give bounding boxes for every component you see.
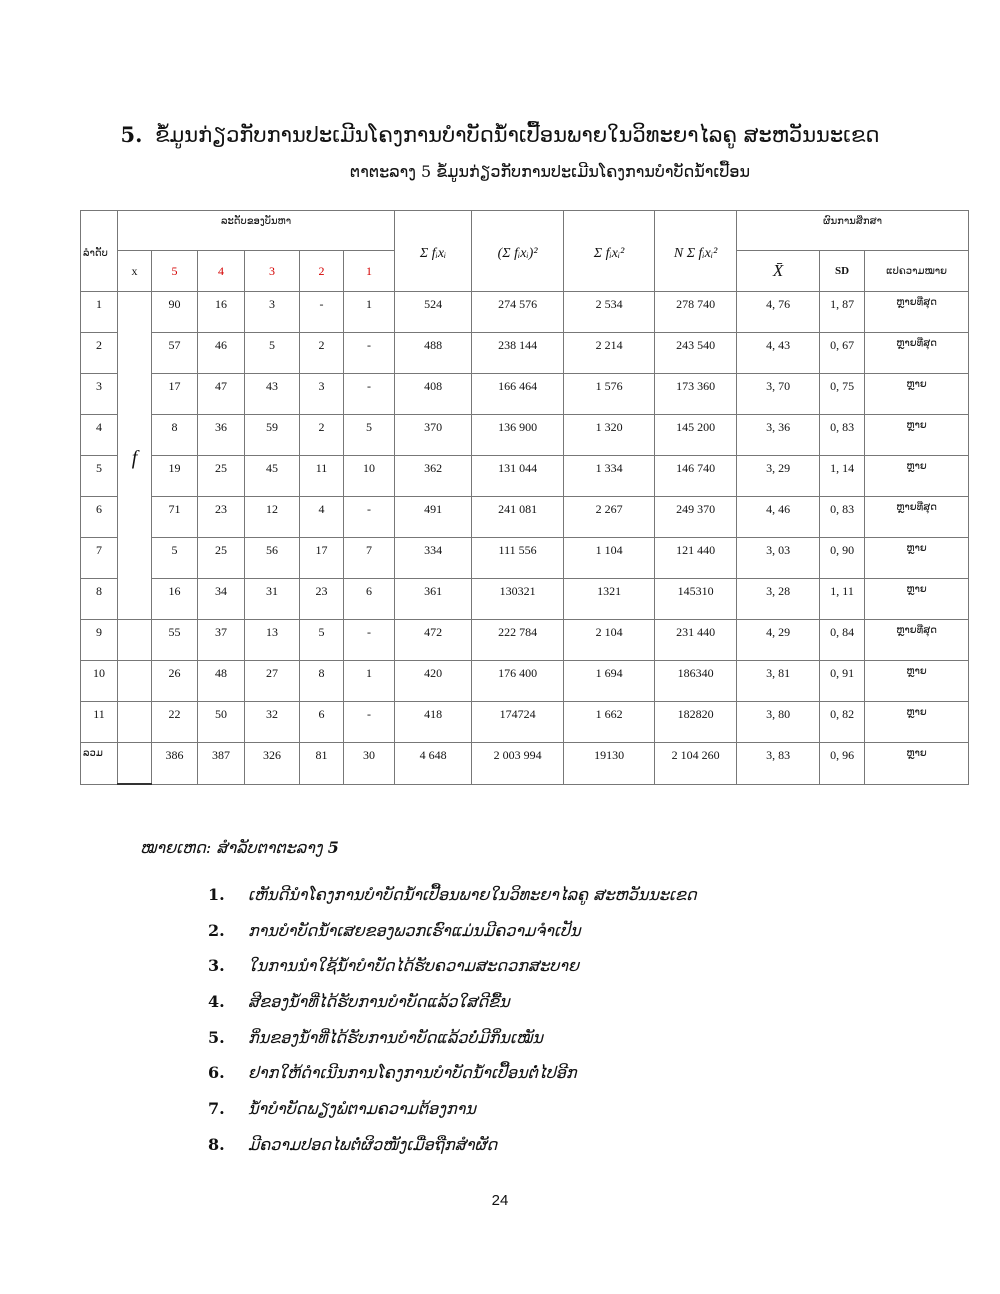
cell-level-5: 16 [152, 579, 198, 620]
cell-sum-fx-squared: 174724 [472, 702, 564, 743]
list-item-text: ນ້ຳບຳບັດພຽງພໍຕາມຄວາມຕ້ອງການ [248, 1099, 476, 1119]
cell-sum-fx: 361 [395, 579, 472, 620]
cell-order: 1 [81, 292, 118, 333]
header-level-3: 3 [245, 251, 300, 292]
cell-level-2: 2 [300, 415, 344, 456]
cell-level-2: 81 [300, 743, 344, 785]
cell-order: 10 [81, 661, 118, 702]
table-row [81, 292, 969, 333]
table-row [81, 374, 969, 415]
list-item-text: ມີຄວາມປອດໄພຕໍ່ຜິວໜັງເມື່ອຖືກສຳຜັດ [248, 1134, 498, 1154]
cell-mean: 3, 03 [737, 538, 820, 579]
header-level-5: 5 [152, 251, 198, 292]
cell-sum-fx2: 1 334 [564, 456, 655, 497]
cell-meaning: ຫຼາຍ [865, 743, 969, 785]
cell-level-3: 27 [245, 661, 300, 702]
cell-sum-fx-squared: 2 003 994 [472, 743, 564, 785]
cell-level-1: 6 [344, 579, 395, 620]
cell-level-3: 56 [245, 538, 300, 579]
notes-list [208, 880, 697, 1166]
cell-level-1: - [344, 620, 395, 661]
cell-level-3: 45 [245, 456, 300, 497]
cell-level-1: - [344, 702, 395, 743]
cell-level-3: 3 [245, 292, 300, 333]
cell-level-4: 47 [198, 374, 245, 415]
cell-x [118, 702, 152, 743]
cell-n-sum-fx2: 249 370 [655, 497, 737, 538]
cell-meaning: ຫຼາຍ [865, 579, 969, 620]
cell-level-2: 2 [300, 333, 344, 374]
cell-sum-fx-squared: 241 081 [472, 497, 564, 538]
cell-level-1: 1 [344, 661, 395, 702]
cell-level-5: 5 [152, 538, 198, 579]
cell-mean: 4, 76 [737, 292, 820, 333]
cell-mean: 4, 46 [737, 497, 820, 538]
cell-meaning: ຫຼາຍ [865, 456, 969, 497]
list-item [208, 1130, 697, 1166]
cell-level-4: 37 [198, 620, 245, 661]
cell-mean: 3, 28 [737, 579, 820, 620]
cell-level-3: 32 [245, 702, 300, 743]
cell-level-5: 57 [152, 333, 198, 374]
cell-sd: 0, 83 [820, 497, 865, 538]
cell-order: 7 [81, 538, 118, 579]
cell-mean: 3, 36 [737, 415, 820, 456]
list-item-number: 6. [208, 1063, 225, 1083]
cell-level-2: 17 [300, 538, 344, 579]
cell-level-2: 4 [300, 497, 344, 538]
cell-level-1: - [344, 333, 395, 374]
cell-level-2: 8 [300, 661, 344, 702]
cell-level-5: 8 [152, 415, 198, 456]
cell-sd: 0, 83 [820, 415, 865, 456]
cell-meaning: ຫຼາຍ [865, 374, 969, 415]
notes-title-number: 5 [327, 838, 339, 857]
list-item [208, 880, 697, 916]
cell-n-sum-fx2: 186340 [655, 661, 737, 702]
notes-title-text: ໝາຍເຫດ: ສຳລັບຕາຕະລາງ [140, 838, 323, 857]
cell-mean: 3, 83 [737, 743, 820, 785]
header-mean: X̄ [737, 251, 820, 292]
cell-level-2: 5 [300, 620, 344, 661]
cell-sum-fx-squared: 131 044 [472, 456, 564, 497]
cell-sum-fx: 472 [395, 620, 472, 661]
cell-order: 11 [81, 702, 118, 743]
cell-sum-fx: 420 [395, 661, 472, 702]
list-item [208, 916, 697, 952]
cell-level-4: 46 [198, 333, 245, 374]
cell-level-4: 25 [198, 456, 245, 497]
cell-level-2: - [300, 292, 344, 333]
cell-sum-fx2: 1 576 [564, 374, 655, 415]
cell-order: ລວມ [81, 743, 118, 785]
cell-sd: 0, 84 [820, 620, 865, 661]
list-item-text: ສີຂອງນ້ຳທີ່ໄດ້ຮັບການບຳບັດແລ້ວໃສດີຂື້ນ [248, 992, 510, 1012]
cell-sd: 0, 91 [820, 661, 865, 702]
cell-level-5: 19 [152, 456, 198, 497]
cell-sum-fx-squared: 166 464 [472, 374, 564, 415]
cell-level-4: 34 [198, 579, 245, 620]
cell-mean: 3, 81 [737, 661, 820, 702]
section-title: ຂໍ້ມູນກ່ຽວກັບການປະເມີນໂຄງການບຳບັດນ້ຳເປື້ອນພາຍໃນວິທະຍາໄລຄູ ສະຫວັນນະເຂດ [155, 123, 880, 147]
cell-n-sum-fx2: 121 440 [655, 538, 737, 579]
cell-meaning: ຫຼາຍ [865, 702, 969, 743]
table-row [81, 702, 969, 743]
notes-title [140, 838, 339, 857]
cell-level-2: 23 [300, 579, 344, 620]
cell-sum-fx2: 2 104 [564, 620, 655, 661]
list-item-number: 3. [208, 956, 225, 976]
list-item-text: ກິ່ນຂອງນ້ຳທີ່ໄດ້ຮັບການບຳບັດແລ້ວບໍ່ມີກິ່ນເໝັນ [248, 1027, 543, 1047]
cell-level-5: 386 [152, 743, 198, 785]
cell-x [118, 620, 152, 661]
table-row [81, 579, 969, 620]
header-sum-fx-squared: (Σ fᵢxᵢ)² [472, 211, 564, 292]
page-number: 24 [491, 1192, 509, 1209]
cell-sd: 1, 87 [820, 292, 865, 333]
cell-sum-fx-squared: 136 900 [472, 415, 564, 456]
cell-order: 9 [81, 620, 118, 661]
cell-sd: 0, 67 [820, 333, 865, 374]
cell-sum-fx: 4 648 [395, 743, 472, 785]
cell-level-4: 48 [198, 661, 245, 702]
table-row [81, 415, 969, 456]
cell-sum-fx2: 1 662 [564, 702, 655, 743]
cell-level-4: 23 [198, 497, 245, 538]
cell-level-1: 30 [344, 743, 395, 785]
cell-level-2: 11 [300, 456, 344, 497]
cell-level-4: 50 [198, 702, 245, 743]
cell-level-4: 36 [198, 415, 245, 456]
header-meaning: ແປຄວາມໝາຍ [865, 251, 969, 292]
cell-sum-fx: 488 [395, 333, 472, 374]
header-levels: ລະດັບຂອງບັນຫາ [118, 211, 395, 251]
table-caption: ຕາຕະລາງ 5 ຂໍ້ມູນກ່ຽວກັບການປະເມີນໂຄງການບຳບັດນ້ຳເປື້ອນ [349, 162, 751, 181]
f-symbol: f [118, 292, 152, 620]
cell-meaning: ຫຼາຍທີ່ສຸດ [865, 620, 969, 661]
cell-meaning: ຫຼາຍທີ່ສຸດ [865, 292, 969, 333]
list-item [208, 1023, 697, 1059]
evaluation-table [80, 210, 969, 785]
cell-level-3: 31 [245, 579, 300, 620]
cell-order: 4 [81, 415, 118, 456]
cell-level-3: 43 [245, 374, 300, 415]
cell-sum-fx2: 19130 [564, 743, 655, 785]
cell-meaning: ຫຼາຍທີ່ສຸດ [865, 497, 969, 538]
cell-level-3: 13 [245, 620, 300, 661]
cell-level-3: 59 [245, 415, 300, 456]
header-level-1: 1 [344, 251, 395, 292]
header-results: ຜົນການສຶກສາ [737, 211, 969, 251]
cell-order: 2 [81, 333, 118, 374]
list-item [208, 1058, 697, 1094]
section-number: 5. [120, 122, 143, 147]
header-sd: SD [820, 251, 865, 292]
cell-meaning: ຫຼາຍ [865, 538, 969, 579]
cell-level-1: 5 [344, 415, 395, 456]
section-heading [0, 120, 1000, 150]
cell-sum-fx-squared: 222 784 [472, 620, 564, 661]
cell-n-sum-fx2: 243 540 [655, 333, 737, 374]
cell-level-1: 1 [344, 292, 395, 333]
table-row [81, 333, 969, 374]
cell-sum-fx-squared: 238 144 [472, 333, 564, 374]
cell-sum-fx2: 1 104 [564, 538, 655, 579]
cell-mean: 4, 43 [737, 333, 820, 374]
list-item [208, 987, 697, 1023]
cell-level-4: 16 [198, 292, 245, 333]
cell-sum-fx: 334 [395, 538, 472, 579]
cell-sum-fx-squared: 176 400 [472, 661, 564, 702]
cell-n-sum-fx2: 145310 [655, 579, 737, 620]
cell-sum-fx2: 2 534 [564, 292, 655, 333]
header-x: x [118, 251, 152, 292]
cell-level-5: 17 [152, 374, 198, 415]
header-n-sum-fx2: N Σ fᵢxᵢ² [655, 211, 737, 292]
cell-level-5: 26 [152, 661, 198, 702]
cell-meaning: ຫຼາຍທີ່ສຸດ [865, 333, 969, 374]
cell-level-1: 7 [344, 538, 395, 579]
cell-mean: 4, 29 [737, 620, 820, 661]
cell-level-1: - [344, 497, 395, 538]
cell-sum-fx: 362 [395, 456, 472, 497]
table-row [81, 456, 969, 497]
cell-n-sum-fx2: 182820 [655, 702, 737, 743]
cell-sum-fx: 370 [395, 415, 472, 456]
header-order: ລຳດັບ [81, 211, 118, 292]
cell-sum-fx: 524 [395, 292, 472, 333]
header-level-4: 4 [198, 251, 245, 292]
list-item-number: 8. [208, 1134, 225, 1154]
cell-level-5: 71 [152, 497, 198, 538]
cell-sum-fx: 408 [395, 374, 472, 415]
cell-sum-fx-squared: 130321 [472, 579, 564, 620]
cell-x [118, 661, 152, 702]
cell-mean: 3, 29 [737, 456, 820, 497]
list-item-number: 4. [208, 992, 225, 1012]
cell-level-2: 6 [300, 702, 344, 743]
cell-n-sum-fx2: 146 740 [655, 456, 737, 497]
list-item-text: ການບຳບັດນ້ຳເສຍຂອງພວກເຮົາແມ່ນມີຄວາມຈຳເປັນ [248, 920, 581, 940]
cell-sum-fx2: 1 694 [564, 661, 655, 702]
cell-sum-fx: 418 [395, 702, 472, 743]
cell-order: 3 [81, 374, 118, 415]
list-item-number: 5. [208, 1027, 225, 1047]
cell-order: 6 [81, 497, 118, 538]
list-item-number: 2. [208, 920, 225, 940]
cell-level-1: 10 [344, 456, 395, 497]
header-sum-fx2: Σ fᵢxᵢ² [564, 211, 655, 292]
cell-level-4: 387 [198, 743, 245, 785]
cell-level-4: 25 [198, 538, 245, 579]
cell-sd: 1, 11 [820, 579, 865, 620]
header-sum-fx: Σ fᵢxᵢ [395, 211, 472, 292]
list-item-number: 1. [208, 885, 225, 904]
table-row [81, 661, 969, 702]
table-total-row [81, 743, 969, 785]
cell-level-3: 12 [245, 497, 300, 538]
table-row [81, 620, 969, 661]
list-item-text: ຢາກໃຫ້ດຳເນີນການໂຄງການບຳບັດນ້ຳເປື້ອນຕໍ່ໄປອີກ [248, 1063, 577, 1083]
cell-sd: 0, 96 [820, 743, 865, 785]
list-item-text: ໃນການນຳໃຊ້ນ້ຳບຳບັດໄດ້ຮັບຄວາມສະດວກສະບາຍ [248, 956, 579, 976]
cell-n-sum-fx2: 2 104 260 [655, 743, 737, 785]
list-item-text: ເຫັນດີນຳໂຄງການບຳບັດນ້ຳເປື້ອນພາຍໃນວິທະຍາໄລຄູ ສະຫວັນນະເຂດ [248, 885, 697, 904]
cell-sd: 0, 82 [820, 702, 865, 743]
cell-n-sum-fx2: 231 440 [655, 620, 737, 661]
cell-x [118, 743, 152, 785]
header-level-2: 2 [300, 251, 344, 292]
cell-sum-fx-squared: 111 556 [472, 538, 564, 579]
cell-mean: 3, 70 [737, 374, 820, 415]
cell-meaning: ຫຼາຍ [865, 415, 969, 456]
cell-sum-fx-squared: 274 576 [472, 292, 564, 333]
cell-level-2: 3 [300, 374, 344, 415]
cell-sd: 1, 14 [820, 456, 865, 497]
cell-mean: 3, 80 [737, 702, 820, 743]
cell-sum-fx2: 2 267 [564, 497, 655, 538]
cell-level-5: 55 [152, 620, 198, 661]
cell-sd: 0, 90 [820, 538, 865, 579]
cell-n-sum-fx2: 278 740 [655, 292, 737, 333]
cell-level-3: 5 [245, 333, 300, 374]
table-row [81, 538, 969, 579]
cell-level-5: 22 [152, 702, 198, 743]
cell-sd: 0, 75 [820, 374, 865, 415]
cell-sum-fx: 491 [395, 497, 472, 538]
cell-sum-fx2: 2 214 [564, 333, 655, 374]
cell-n-sum-fx2: 173 360 [655, 374, 737, 415]
cell-n-sum-fx2: 145 200 [655, 415, 737, 456]
list-item [208, 951, 697, 987]
table-row [81, 497, 969, 538]
list-item [208, 1094, 697, 1130]
cell-order: 5 [81, 456, 118, 497]
cell-sum-fx2: 1321 [564, 579, 655, 620]
cell-sum-fx2: 1 320 [564, 415, 655, 456]
cell-order: 8 [81, 579, 118, 620]
cell-level-3: 326 [245, 743, 300, 785]
cell-level-1: - [344, 374, 395, 415]
cell-meaning: ຫຼາຍ [865, 661, 969, 702]
list-item-number: 7. [208, 1099, 225, 1119]
cell-level-5: 90 [152, 292, 198, 333]
